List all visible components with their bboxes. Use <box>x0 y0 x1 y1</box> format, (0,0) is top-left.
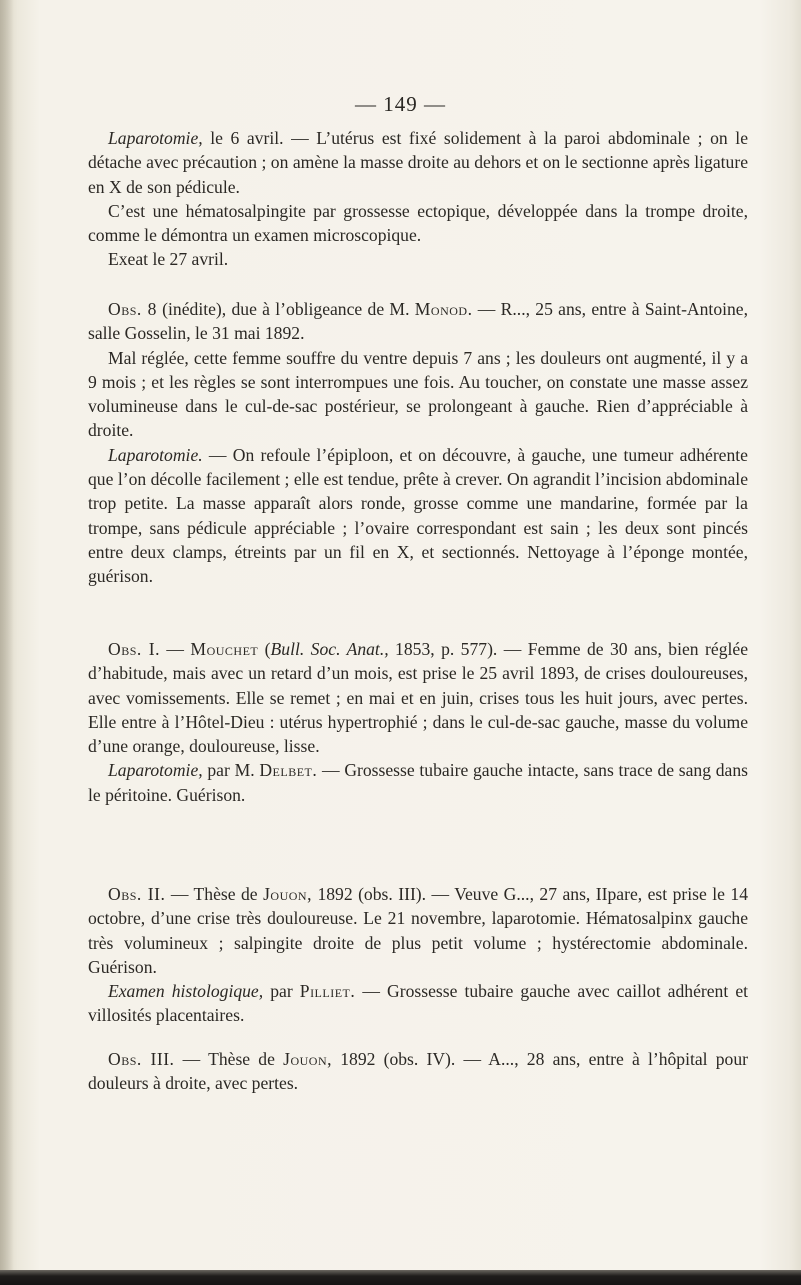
paragraph-8-text: par M. <box>202 760 260 781</box>
paragraph-7-journal: Bull. Soc. Anat., <box>270 639 389 659</box>
paragraph-3-text: Exeat le 27 avril. <box>108 249 229 270</box>
paragraph-4-text-2: — R..., 25 ans, entre à Saint-Antoine, salle Gosselin, le 31 mai 1892. <box>88 299 749 344</box>
paragraph-9-heading: Obs. II. <box>108 884 166 904</box>
paragraph-4-heading: Obs. 8 <box>108 299 157 319</box>
paragraph-10-author: Pilliet. <box>299 981 356 1002</box>
paragraph-7-text-2: ( <box>258 639 271 659</box>
paragraph-6-text: — On refoule l’épiploon, et on découvre, à gauche, une tumeur adhérente que l’on décolle facilement ; elle est tendue, prête à crever. On agrandit l’incision abdominale trop petite. La masse apparaît alors ronde, grosse comme une mandarine, formée par la trompe, sans pédicule appréciable ; l’ovaire correspondant est sain ; les deux sont pincés entre deux clamps, étreints par un fil en X, et sectionnés. Nettoyage à l’éponge montée, guérison. <box>88 444 748 587</box>
paragraph-7 <box>88 637 748 758</box>
paragraph-10-text-2: — Grossesse tubaire gauche avec caillot adhérent et villosités placentaires. <box>88 981 749 1026</box>
paragraph-4 <box>88 297 748 346</box>
page-number: — 149 — <box>355 92 446 116</box>
paragraph-11-text-2: 1892 (obs. IV). — A..., 28 ans, entre à l’hôpital pour douleurs à droite, avec pertes. <box>88 1049 749 1094</box>
text-block-5 <box>88 1047 748 1096</box>
paragraph-1 <box>88 126 748 199</box>
paragraph-7-text: — <box>159 639 191 659</box>
paragraph-8-italic: Laparotomie, <box>108 760 203 781</box>
paragraph-7-text-3: 1853, p. 577). — Femme de 30 ans, bien réglée d’habitude, mais avec un retard d’un mois, est prise le 25 avril 1893, de crises douloureuses, avec vomissements. Elle se remet ; en mai et en juin, crises tous les huit jours, avec pertes. Elle entre à l’Hôtel-Dieu : utérus hypertrophié ; dans le cul-de-sac gauche, masse du volume d’une orange, douloureuse, lisse. <box>88 639 749 757</box>
paragraph-11-text: — Thèse de <box>174 1049 284 1069</box>
paragraph-6 <box>88 443 748 589</box>
paragraph-4-author: Monod. <box>414 299 473 319</box>
paragraph-8-text-2: — Grossesse tubaire gauche intacte, sans trace de sang dans le péritoine. Guérison. <box>88 760 748 805</box>
paragraph-2-text: C’est une hématosalpingite par grossesse ectopique, développée dans la trompe droite, comme le démontra un examen microscopique. <box>88 200 748 246</box>
paragraph-4-text: (inédite), due à l’obligeance de M. <box>156 299 415 319</box>
paragraph-5 <box>88 346 748 443</box>
text-block-2 <box>88 297 748 589</box>
paragraph-8-author: Delbet. <box>259 760 318 781</box>
paragraph-9 <box>88 882 748 979</box>
paragraph-6-italic: Laparotomie. <box>108 444 203 465</box>
paragraph-11-heading: Obs. III. <box>108 1049 175 1069</box>
paragraph-8 <box>88 758 748 807</box>
paragraph-3 <box>88 247 748 271</box>
paragraph-7-author: Mouchet <box>190 639 259 659</box>
binding-shadow <box>0 0 14 1285</box>
paragraph-9-text-2: 1892 (obs. III). — Veuve G..., 27 ans, IIpare, est prise le 14 octobre, d’une crise très douloureuse. Le 21 novembre, laparotomie. Hématosalpinx gauche très volumineux ; salpingite droite de plus petit volume ; hystérectomie abdominale. Guérison. <box>88 884 749 977</box>
paragraph-9-author: Jouon, <box>263 884 312 904</box>
text-block-3 <box>88 637 748 807</box>
paragraph-10 <box>88 979 748 1028</box>
paragraph-7-heading: Obs. I. <box>108 639 160 659</box>
paragraph-10-italic: Examen histologique, <box>108 981 264 1002</box>
paragraph-11 <box>88 1047 748 1096</box>
paragraph-2 <box>88 199 748 248</box>
paragraph-5-text: Mal réglée, cette femme souffre du ventre depuis 7 ans ; les douleurs ont augmenté, il y a 9 mois ; et les règles se sont interrompues une fois. Au toucher, on constate une masse assez volumineuse dans le cul-de-sac postérieur, se prolongeant à gauche. Rien d’appréciable à droite. <box>88 347 748 441</box>
paragraph-11-author: Jouon, <box>283 1049 333 1069</box>
paragraph-1-text: le 6 avril. — L’utérus est fixé solidement à la paroi abdominale ; on le détache avec précaution ; on amène la masse droite au dehors et on le sectionne après ligature en X de son pédicule. <box>88 128 748 197</box>
paragraph-10-text: par <box>263 981 300 1002</box>
paragraph-1-italic: Laparotomie, <box>108 128 203 148</box>
paragraph-9-text: — Thèse de <box>165 884 264 904</box>
text-block-4 <box>88 882 748 1028</box>
text-block-1 <box>88 126 748 272</box>
scan-bottom-edge <box>0 1270 801 1285</box>
